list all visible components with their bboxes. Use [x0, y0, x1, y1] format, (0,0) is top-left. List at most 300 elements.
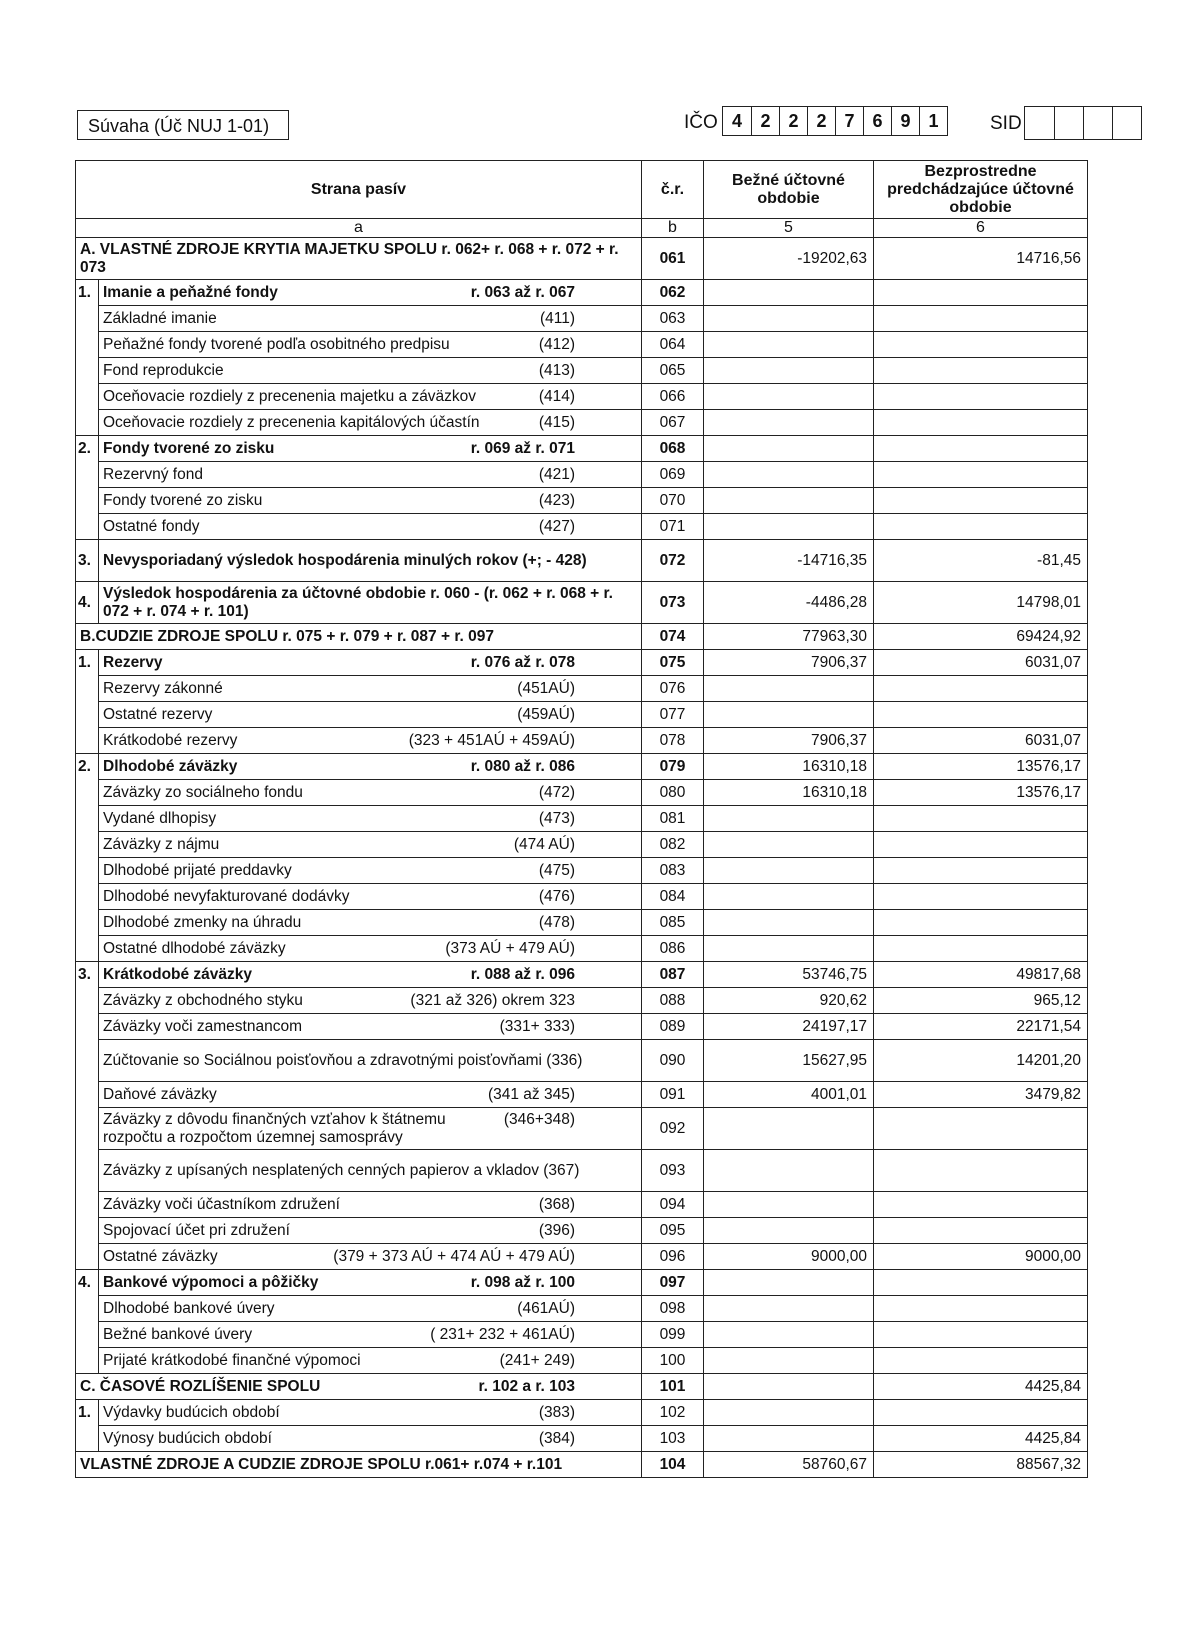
current-period-value: 920,62	[704, 988, 874, 1014]
current-period-value: 16310,18	[704, 780, 874, 806]
current-period-value	[704, 676, 874, 702]
row-label-text: Imanie a peňažné fondy	[103, 283, 278, 301]
row-label	[99, 754, 642, 780]
ico-digit: 2	[751, 107, 779, 135]
current-period-value: 24197,17	[704, 1014, 874, 1040]
row-label-text: Rezervy	[103, 653, 163, 671]
table-row	[76, 650, 1088, 676]
current-period-value	[704, 384, 874, 410]
row-account-ref: (423)	[538, 491, 575, 509]
row-number	[76, 1296, 99, 1322]
sid-digit	[1025, 107, 1054, 139]
table-row	[76, 358, 1088, 384]
row-label-text: Dlhodobé záväzky	[103, 757, 238, 775]
table-row	[76, 1150, 1088, 1192]
table-row	[76, 832, 1088, 858]
previous-period-value	[874, 514, 1088, 540]
previous-period-value: 69424,92	[874, 624, 1088, 650]
row-number	[76, 702, 99, 728]
row-label: Záväzky z upísaných nesplatených cenných papierov a vkladov (367)	[99, 1150, 642, 1192]
current-period-value	[704, 436, 874, 462]
current-period-value: 53746,75	[704, 962, 874, 988]
header-col-5: Bežné účtovné obdobie	[704, 161, 874, 219]
row-code: 098	[642, 1296, 704, 1322]
row-code: 075	[642, 650, 704, 676]
sid-digit	[1054, 107, 1083, 139]
row-account-ref: (421)	[538, 465, 575, 483]
table-row	[76, 436, 1088, 462]
previous-period-value	[874, 1296, 1088, 1322]
previous-period-value	[874, 384, 1088, 410]
sid-label: SID	[990, 113, 1022, 134]
row-label-text: Dlhodobé bankové úvery	[103, 1299, 275, 1317]
row-code: 084	[642, 884, 704, 910]
row-label	[99, 936, 642, 962]
row-label: VLASTNÉ ZDROJE A CUDZIE ZDROJE SPOLU r.061+ r.074 + r.101	[76, 1452, 642, 1478]
table-row	[76, 624, 1088, 650]
row-code: 070	[642, 488, 704, 514]
row-label-text: Záväzky z dôvodu finančných vzťahov k štátnemu rozpočtu a rozpočtom územnej samosprávy	[103, 1110, 446, 1146]
previous-period-value	[874, 358, 1088, 384]
row-account-ref: (321 až 326) okrem 323	[410, 991, 575, 1009]
table-row	[76, 540, 1088, 582]
row-code: 094	[642, 1192, 704, 1218]
table-row	[76, 1108, 1088, 1150]
current-period-value	[704, 1218, 874, 1244]
ico-digit: 2	[779, 107, 807, 135]
current-period-value	[704, 1150, 874, 1192]
current-period-value	[704, 1374, 874, 1400]
row-account-ref: (379 + 373 AÚ + 474 AÚ + 479 AÚ)	[333, 1247, 575, 1265]
row-code: 065	[642, 358, 704, 384]
row-number	[76, 332, 99, 358]
row-number: 4.	[76, 1270, 99, 1296]
row-account-ref: (474 AÚ)	[513, 835, 575, 853]
ico-digit: 2	[807, 107, 835, 135]
previous-period-value	[874, 410, 1088, 436]
table-row	[76, 962, 1088, 988]
row-account-ref: (346+348)	[503, 1110, 575, 1128]
previous-period-value: 6031,07	[874, 728, 1088, 754]
table-row	[76, 780, 1088, 806]
row-number	[76, 832, 99, 858]
previous-period-value	[874, 1192, 1088, 1218]
previous-period-value	[874, 936, 1088, 962]
previous-period-value	[874, 858, 1088, 884]
row-code: 077	[642, 702, 704, 728]
row-number	[76, 806, 99, 832]
table-row	[76, 1296, 1088, 1322]
row-code: 101	[642, 1374, 704, 1400]
row-label-text: C. ČASOVÉ ROZLÍŠENIE SPOLU	[80, 1377, 321, 1395]
table-row	[76, 1452, 1088, 1478]
previous-period-value: 6031,07	[874, 650, 1088, 676]
row-account-ref: r. 098 až r. 100	[470, 1273, 575, 1291]
row-label-text: Ostatné fondy	[103, 517, 200, 535]
row-label-text: Oceňovacie rozdiely z precenenia kapitálových účastín	[103, 413, 480, 431]
table-row	[76, 1014, 1088, 1040]
row-number: 2.	[76, 436, 99, 462]
row-code: 082	[642, 832, 704, 858]
row-account-ref: (373 AÚ + 479 AÚ)	[445, 939, 575, 957]
row-label	[99, 462, 642, 488]
header-col-b: č.r.	[642, 161, 704, 219]
table-subheader-row	[76, 219, 1088, 238]
current-period-value	[704, 1108, 874, 1150]
current-period-value	[704, 1192, 874, 1218]
row-label-text: Fond reprodukcie	[103, 361, 224, 379]
row-label	[99, 1322, 642, 1348]
balance-sheet-liabilities-table	[75, 160, 1088, 1478]
table-row	[76, 1322, 1088, 1348]
row-number: 2.	[76, 754, 99, 780]
row-label	[99, 1192, 642, 1218]
previous-period-value	[874, 1400, 1088, 1426]
current-period-value	[704, 410, 874, 436]
row-label	[99, 988, 642, 1014]
current-period-value	[704, 1400, 874, 1426]
row-label-text: Krátkodobé záväzky	[103, 965, 253, 983]
current-period-value	[704, 1426, 874, 1452]
previous-period-value: 4425,84	[874, 1426, 1088, 1452]
current-period-value: 4001,01	[704, 1082, 874, 1108]
row-account-ref: (413)	[538, 361, 575, 379]
table-row	[76, 488, 1088, 514]
row-label-text: Fondy tvorené zo zisku	[103, 491, 263, 509]
row-account-ref: r. 076 až r. 078	[470, 653, 575, 671]
row-label: Nevysporiadaný výsledok hospodárenia minulých rokov (+; - 428)	[99, 540, 642, 582]
ico-digit: 4	[731, 111, 742, 131]
row-code: 066	[642, 384, 704, 410]
row-code: 078	[642, 728, 704, 754]
table-row	[76, 1374, 1088, 1400]
current-period-value: -19202,63	[704, 238, 874, 280]
subheader-6: 6	[874, 219, 1088, 238]
row-code: 062	[642, 280, 704, 306]
current-period-value	[704, 832, 874, 858]
table-row	[76, 1040, 1088, 1082]
row-label	[99, 306, 642, 332]
row-account-ref: (241+ 249)	[499, 1351, 575, 1369]
table-row	[76, 884, 1088, 910]
previous-period-value	[874, 676, 1088, 702]
row-number	[76, 1014, 99, 1040]
row-code: 061	[642, 238, 704, 280]
row-code: 072	[642, 540, 704, 582]
table-row	[76, 582, 1088, 624]
row-label-text: Záväzky z nájmu	[103, 835, 220, 853]
row-account-ref: (472)	[538, 783, 575, 801]
table-row	[76, 806, 1088, 832]
row-number	[76, 1040, 99, 1082]
row-number: 1.	[76, 650, 99, 676]
row-account-ref: (412)	[538, 335, 575, 353]
row-label	[99, 858, 642, 884]
row-label-text: Prijaté krátkodobé finančné výpomoci	[103, 1351, 361, 1369]
row-label-text: Dlhodobé nevyfakturované dodávky	[103, 887, 350, 905]
table-row	[76, 280, 1088, 306]
row-label-text: Rezervný fond	[103, 465, 203, 483]
row-account-ref: (478)	[538, 913, 575, 931]
row-label	[99, 410, 642, 436]
current-period-value	[704, 910, 874, 936]
row-number	[76, 676, 99, 702]
row-code: 099	[642, 1322, 704, 1348]
row-label	[99, 1348, 642, 1374]
previous-period-value: 3479,82	[874, 1082, 1088, 1108]
ico-digit: 6	[863, 107, 891, 135]
sid-digit-boxes	[1024, 106, 1142, 140]
row-label	[99, 436, 642, 462]
header-col-a: Strana pasív	[76, 161, 642, 219]
row-label-text: Záväzky zo sociálneho fondu	[103, 783, 303, 801]
current-period-value: 9000,00	[704, 1244, 874, 1270]
row-label: Zúčtovanie so Sociálnou poisťovňou a zdravotnými poisťovňami (336)	[99, 1040, 642, 1082]
row-code: 103	[642, 1426, 704, 1452]
row-label	[76, 1374, 642, 1400]
row-code: 079	[642, 754, 704, 780]
table-row	[76, 676, 1088, 702]
row-account-ref: (415)	[538, 413, 575, 431]
table-row	[76, 858, 1088, 884]
row-account-ref: (323 + 451AÚ + 459AÚ)	[408, 731, 575, 749]
previous-period-value	[874, 462, 1088, 488]
row-account-ref: (473)	[538, 809, 575, 827]
row-label	[99, 1014, 642, 1040]
row-label-text: Záväzky voči zamestnancom	[103, 1017, 302, 1035]
current-period-value: 15627,95	[704, 1040, 874, 1082]
table-row	[76, 462, 1088, 488]
row-account-ref: (427)	[538, 517, 575, 535]
current-period-value	[704, 358, 874, 384]
previous-period-value: 13576,17	[874, 754, 1088, 780]
row-number	[76, 358, 99, 384]
table-row	[76, 754, 1088, 780]
row-number	[76, 1426, 99, 1452]
row-label	[99, 1270, 642, 1296]
row-code: 087	[642, 962, 704, 988]
previous-period-value: 22171,54	[874, 1014, 1088, 1040]
row-account-ref: (341 až 345)	[487, 1085, 575, 1103]
row-code: 088	[642, 988, 704, 1014]
current-period-value	[704, 1348, 874, 1374]
row-label-text: Krátkodobé rezervy	[103, 731, 238, 749]
ico-digit: 1	[919, 107, 947, 135]
table-row	[76, 910, 1088, 936]
row-code: 095	[642, 1218, 704, 1244]
row-number	[76, 462, 99, 488]
row-code: 086	[642, 936, 704, 962]
row-number: 1.	[76, 280, 99, 306]
current-period-value	[704, 936, 874, 962]
previous-period-value	[874, 1270, 1088, 1296]
table-header-row	[76, 161, 1088, 219]
row-code: 068	[642, 436, 704, 462]
previous-period-value	[874, 910, 1088, 936]
row-account-ref: (461AÚ)	[517, 1299, 575, 1317]
previous-period-value: 14201,20	[874, 1040, 1088, 1082]
row-number: 4.	[76, 582, 99, 624]
row-label	[99, 1426, 642, 1452]
previous-period-value: 14716,56	[874, 238, 1088, 280]
row-number	[76, 780, 99, 806]
previous-period-value	[874, 332, 1088, 358]
row-number	[76, 1108, 99, 1150]
row-code: 064	[642, 332, 704, 358]
previous-period-value: 49817,68	[874, 962, 1088, 988]
previous-period-value: 9000,00	[874, 1244, 1088, 1270]
table-row	[76, 1218, 1088, 1244]
table-row	[76, 1400, 1088, 1426]
table-row	[76, 1082, 1088, 1108]
row-label-text: Peňažné fondy tvorené podľa osobitného predpisu	[103, 335, 450, 353]
row-account-ref: (383)	[538, 1403, 575, 1421]
current-period-value	[704, 858, 874, 884]
row-label	[99, 832, 642, 858]
row-label	[99, 806, 642, 832]
row-code: 096	[642, 1244, 704, 1270]
row-label-text: Daňové záväzky	[103, 1085, 217, 1103]
table-row	[76, 1270, 1088, 1296]
subheader-5: 5	[704, 219, 874, 238]
current-period-value: -4486,28	[704, 582, 874, 624]
current-period-value	[704, 332, 874, 358]
subheader-a: a	[76, 219, 642, 238]
previous-period-value	[874, 436, 1088, 462]
row-label	[99, 1400, 642, 1426]
row-label-text: Bankové výpomoci a pôžičky	[103, 1273, 319, 1291]
row-label-text: Rezervy zákonné	[103, 679, 223, 697]
row-number	[76, 884, 99, 910]
row-label	[99, 488, 642, 514]
ico-label: IČO	[684, 112, 718, 133]
row-label	[99, 1244, 642, 1270]
row-label-text: Záväzky voči účastníkom združení	[103, 1195, 340, 1213]
current-period-value	[704, 488, 874, 514]
current-period-value: 16310,18	[704, 754, 874, 780]
row-label	[99, 1296, 642, 1322]
row-account-ref: (368)	[538, 1195, 575, 1213]
row-label-text: Ostatné záväzky	[103, 1247, 218, 1265]
row-label-text: Výnosy budúcich období	[103, 1429, 272, 1447]
previous-period-value	[874, 1348, 1088, 1374]
row-code: 083	[642, 858, 704, 884]
row-label-text: Oceňovacie rozdiely z precenenia majetku a záväzkov	[103, 387, 477, 405]
previous-period-value: 4425,84	[874, 1374, 1088, 1400]
previous-period-value	[874, 280, 1088, 306]
row-code: 093	[642, 1150, 704, 1192]
row-label: B.CUDZIE ZDROJE SPOLU r. 075 + r. 079 + r. 087 + r. 097	[76, 624, 642, 650]
row-label	[99, 358, 642, 384]
row-label-text: Vydané dlhopisy	[103, 809, 217, 827]
ico-digit-boxes	[722, 106, 948, 136]
table-row	[76, 728, 1088, 754]
previous-period-value: 965,12	[874, 988, 1088, 1014]
row-code: 085	[642, 910, 704, 936]
row-number	[76, 936, 99, 962]
table-row	[76, 332, 1088, 358]
row-number	[76, 728, 99, 754]
previous-period-value	[874, 306, 1088, 332]
row-label	[99, 1108, 642, 1150]
row-code: 073	[642, 582, 704, 624]
table-row	[76, 1244, 1088, 1270]
previous-period-value	[874, 702, 1088, 728]
previous-period-value	[874, 1150, 1088, 1192]
row-code: 092	[642, 1108, 704, 1150]
row-label	[99, 650, 642, 676]
row-label	[99, 514, 642, 540]
previous-period-value: 14798,01	[874, 582, 1088, 624]
row-number: 3.	[76, 540, 99, 582]
row-code: 091	[642, 1082, 704, 1108]
table-row	[76, 988, 1088, 1014]
previous-period-value	[874, 1322, 1088, 1348]
row-label-text: Výdavky budúcich období	[103, 1403, 280, 1421]
row-number	[76, 488, 99, 514]
row-code: 102	[642, 1400, 704, 1426]
row-label-text: Spojovací účet pri združení	[103, 1221, 290, 1239]
row-number	[76, 384, 99, 410]
current-period-value	[704, 702, 874, 728]
row-label: Výsledok hospodárenia za účtovné obdobie r. 060 - (r. 062 + r. 068 + r. 072 + r. 074 + r. 101)	[99, 582, 642, 624]
row-account-ref: (475)	[538, 861, 575, 879]
row-label	[99, 1218, 642, 1244]
row-number: 1.	[76, 1400, 99, 1426]
row-label	[99, 332, 642, 358]
row-code: 081	[642, 806, 704, 832]
row-label-text: Bežné bankové úvery	[103, 1325, 253, 1343]
row-label	[99, 884, 642, 910]
current-period-value: 7906,37	[704, 650, 874, 676]
table-row	[76, 384, 1088, 410]
row-code: 074	[642, 624, 704, 650]
row-code: 089	[642, 1014, 704, 1040]
row-code: 071	[642, 514, 704, 540]
table-row	[76, 514, 1088, 540]
subheader-b: b	[642, 219, 704, 238]
row-number	[76, 988, 99, 1014]
row-code: 080	[642, 780, 704, 806]
previous-period-value: 88567,32	[874, 1452, 1088, 1478]
row-number	[76, 1348, 99, 1374]
current-period-value	[704, 1296, 874, 1322]
row-code: 067	[642, 410, 704, 436]
row-account-ref: (384)	[538, 1429, 575, 1447]
row-account-ref: ( 231+ 232 + 461AÚ)	[430, 1325, 575, 1343]
previous-period-value	[874, 488, 1088, 514]
row-number	[76, 1150, 99, 1192]
table-row	[76, 1426, 1088, 1452]
table-row	[76, 238, 1088, 280]
row-code: 063	[642, 306, 704, 332]
row-number	[76, 514, 99, 540]
previous-period-value	[874, 884, 1088, 910]
row-account-ref: r. 080 až r. 086	[470, 757, 575, 775]
row-label	[99, 910, 642, 936]
row-label	[99, 728, 642, 754]
table-row	[76, 1192, 1088, 1218]
current-period-value: 58760,67	[704, 1452, 874, 1478]
row-number	[76, 1082, 99, 1108]
current-period-value	[704, 1322, 874, 1348]
ico-digit: 9	[891, 107, 919, 135]
current-period-value	[704, 462, 874, 488]
current-period-value: 7906,37	[704, 728, 874, 754]
row-code: 097	[642, 1270, 704, 1296]
previous-period-value: 13576,17	[874, 780, 1088, 806]
row-label-text: Základné imanie	[103, 309, 217, 327]
